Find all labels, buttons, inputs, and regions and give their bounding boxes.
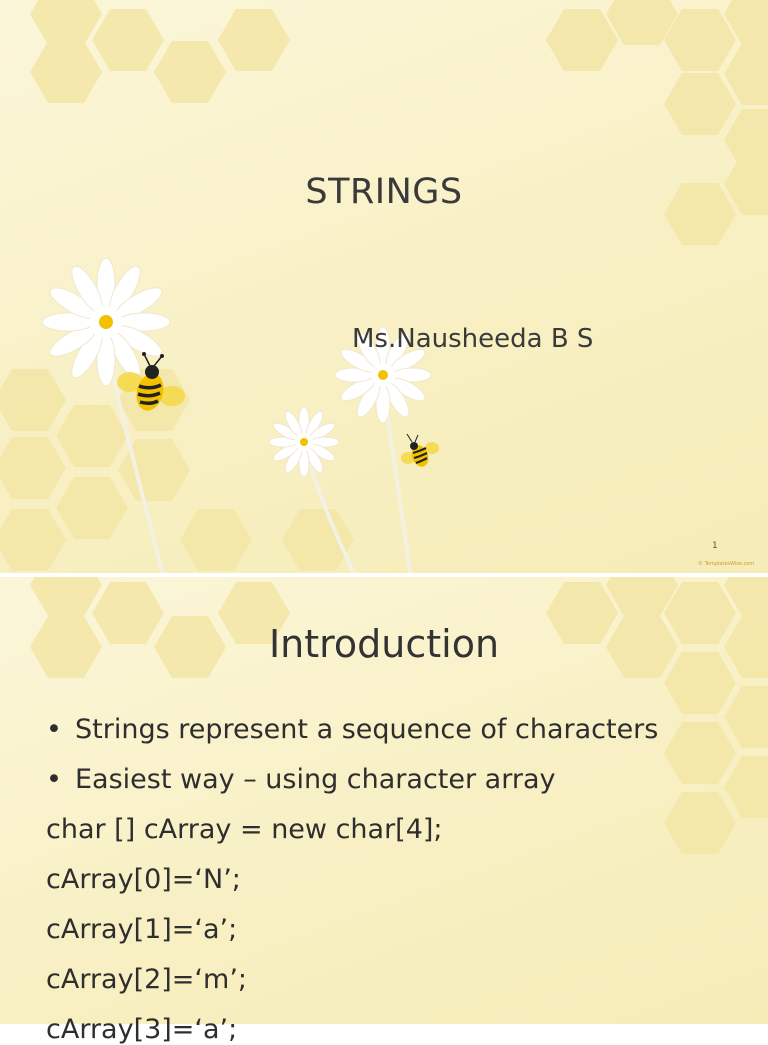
- slide-title: STRINGS: [305, 172, 463, 212]
- bullet-icon: •: [46, 764, 62, 795]
- code-line: cArray[2]=‘m’;: [46, 964, 247, 995]
- code-line: cArray[1]=‘a’;: [46, 914, 238, 945]
- bullet-icon: •: [46, 714, 62, 745]
- slide-title: Introduction: [268, 622, 500, 666]
- template-credit: © TemplatesWise.com: [698, 561, 755, 567]
- code-line: cArray[0]=‘N’;: [46, 864, 241, 895]
- daisy-flower-icon: [268, 406, 340, 478]
- bee-icon: [398, 432, 442, 472]
- slide-subtitle: Ms.Nausheeda B S: [352, 324, 594, 354]
- bee-icon: [110, 350, 190, 416]
- page-number: 1: [712, 541, 718, 551]
- code-line: char [] cArray = new char[4];: [46, 814, 443, 845]
- code-line: cArray[3]=‘a’;: [46, 1014, 238, 1045]
